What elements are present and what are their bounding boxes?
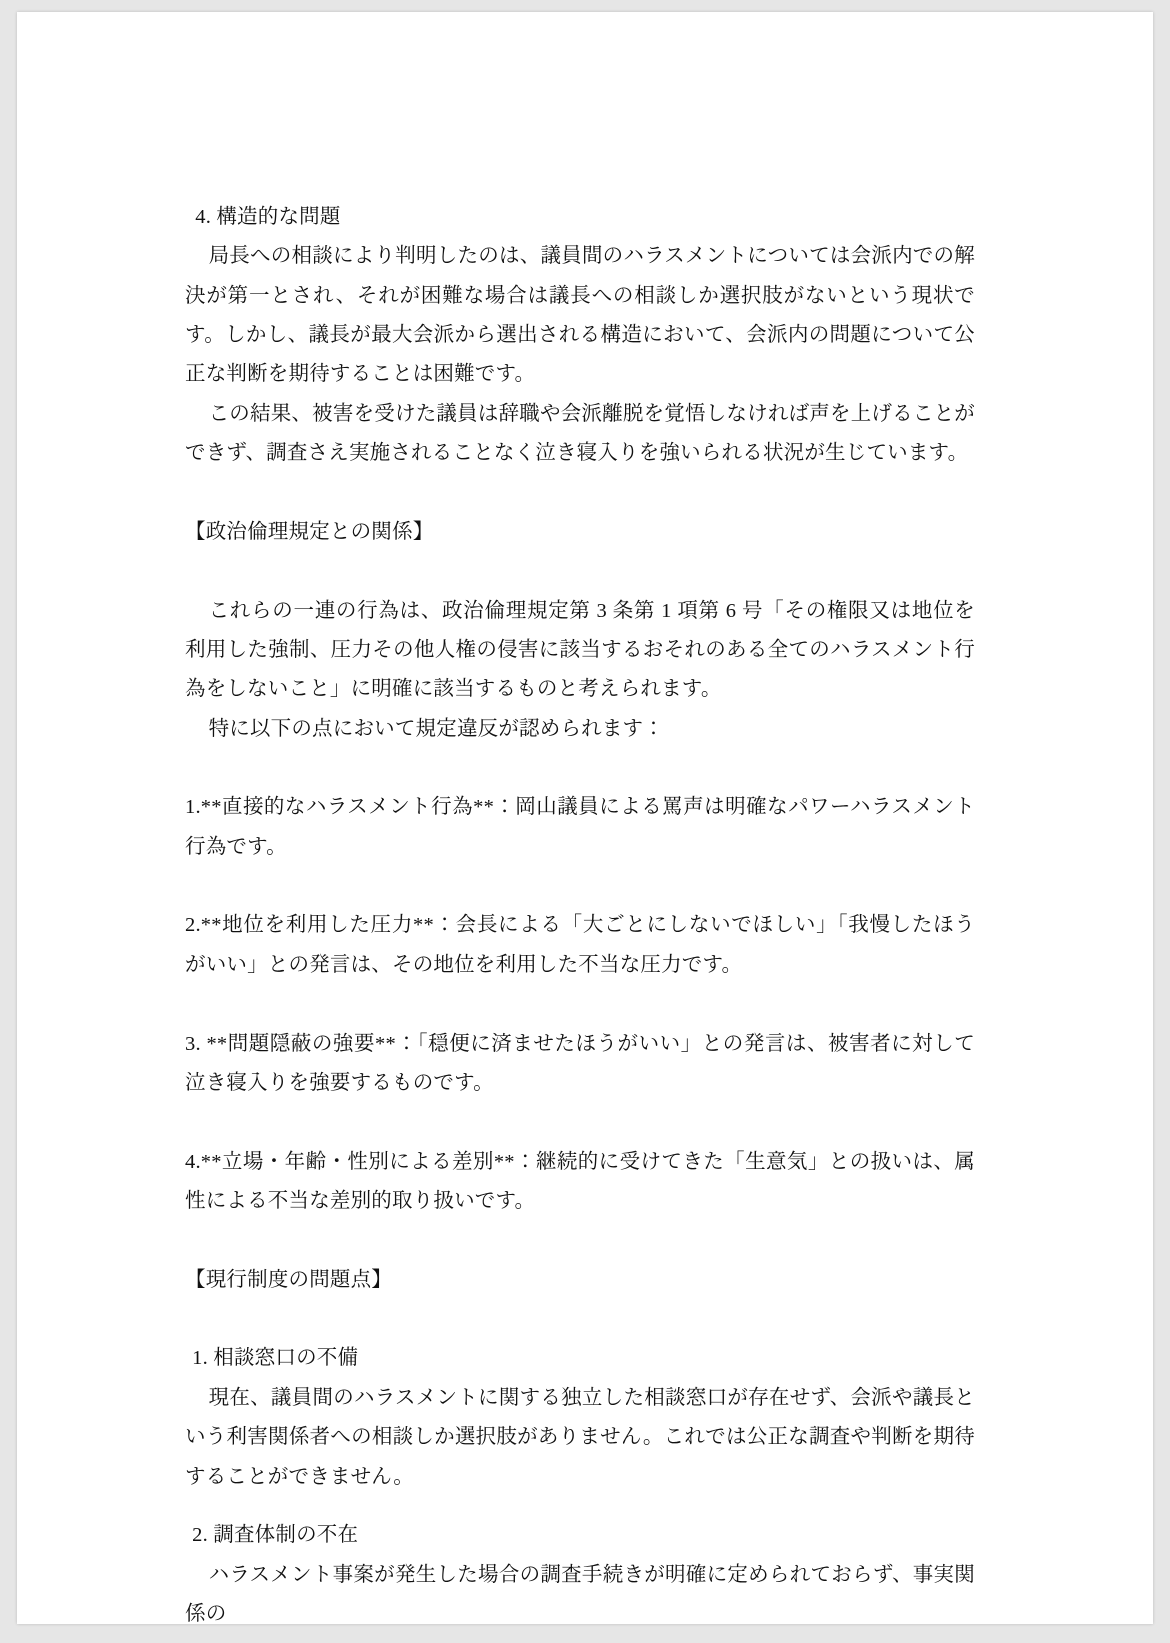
paragraph: 局長への相談により判明したのは、議員間のハラスメントについては会派内での解決が第一とされ、それが困難な場合は議長への相談しか選択肢がないという現状です。しかし、議長が最大会派から選出される構造において、会派内の問題について公正な判断を期待することは困難です。: [185, 245, 975, 386]
document-page: [17, 12, 1153, 1624]
paragraph: ハラスメント事案が発生した場合の調査手続きが明確に定められておらず、事実関係の: [185, 1563, 975, 1624]
document-body: [185, 198, 975, 1624]
spacer: [185, 1497, 975, 1516]
list-item: 1.**直接的なハラスメント行為**：岡山議員による罵声は明確なパワーハラスメント行為です。: [185, 796, 975, 858]
list-item: 2.**地位を利用した圧力**：会長による「大ごとにしないでほしい」「我慢したほうがいい」との発言は、その地位を利用した不当な圧力です。: [185, 914, 975, 976]
list-item: 4.**立場・年齢・性別による差別**：継続的に受けてきた「生意気」との扱いは、属性による不当な差別的取り扱いです。: [185, 1150, 975, 1212]
spacer: [185, 1221, 975, 1260]
spacer: [185, 1103, 975, 1142]
spacer: [185, 749, 975, 788]
section-title: 【政治倫理規定との関係】: [185, 520, 434, 543]
sub-heading: 2. 調査体制の不在: [192, 1524, 359, 1547]
paragraph: この結果、被害を受けた議員は辞職や会派離脱を覚悟しなければ声を上げることができず、調査さえ実施されることなく泣き寝入りを強いられる状況が生じています。: [185, 402, 975, 465]
spacer: [185, 474, 975, 513]
spacer: [185, 552, 975, 591]
sub-heading: 1. 相談窓口の不備: [192, 1347, 359, 1370]
paragraph: これらの一連の行為は、政治倫理規定第 3 条第 1 項第 6 号「その権限又は地位を利用した強制、圧力その他人権の侵害に該当するおそれのある全てのハラスメント行為をしないこと」に明確に該当するものと考えられます。: [185, 599, 975, 701]
section-heading: 4. 構造的な問題: [195, 206, 341, 228]
paragraph: 現在、議員間のハラスメントに関する独立した相談窓口が存在せず、会派や議長という利害関係者への相談しか選択肢がありません。これでは公正な調査や判断を期待することができません。: [185, 1386, 975, 1488]
section-title: 【現行制度の問題点】: [185, 1268, 392, 1291]
spacer: [185, 1300, 975, 1339]
spacer: [185, 985, 975, 1024]
paragraph: 特に以下の点において規定違反が認められます：: [208, 717, 664, 740]
list-item: 3. **問題隠蔽の強要**：「穏便に済ませたほうがいい」との発言は、被害者に対して泣き寝入りを強要するものです。: [185, 1032, 975, 1094]
spacer: [185, 867, 975, 906]
